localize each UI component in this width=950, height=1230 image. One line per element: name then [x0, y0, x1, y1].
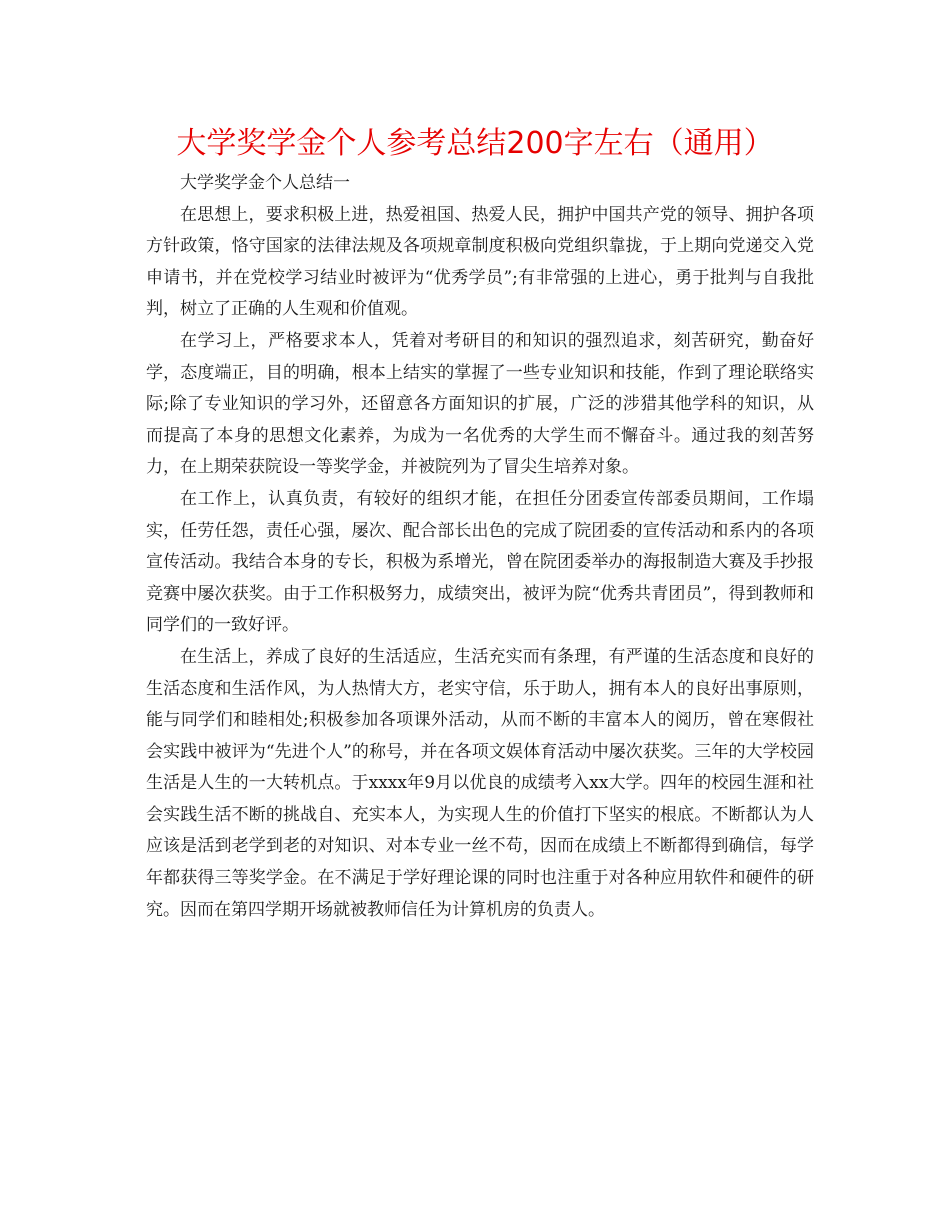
paragraph-ideology: 在思想上，要求积极上进，热爱祖国、热爱人民，拥护中国共产党的领导、拥护各项方针政策，恪守国家的法律法规及各项规章制度积极向党组织靠拢，于上期向党递交入党申请书，并在党校学习结业时被评为“优秀学员”;有非常强的上进心，勇于批判与自我批判，树立了正确的人生观和价值观。 — [146, 204, 814, 320]
section-subtitle: 大学奖学金个人总结一 — [180, 173, 350, 193]
document-body — [146, 168, 814, 926]
paragraph-work: 在工作上，认真负责，有较好的组织才能，在担任分团委宣传部委员期间，工作塌实，任劳任怨，责任心强，屡次、配合部长出色的完成了院团委的宣传活动和系内的各项宣传活动。我结合本身的专长，积极为系增光，曾在院团委举办的海报制造大赛及手抄报竞赛中屡次获奖。由于工作积极努力，成绩突出，被评为院“优秀共青团员”，得到教师和同学们的一致好评。 — [146, 488, 814, 636]
paragraph-study: 在学习上，严格要求本人，凭着对考研目的和知识的强烈追求，刻苦研究，勤奋好学，态度端正，目的明确，根本上结实的掌握了一些专业知识和技能，作到了理论联络实际;除了专业知识的学习外，还留意各方面知识的扩展，广泛的涉猎其他学科的知识，从而提高了本身的思想文化素养，为成为一名优秀的大学生而不懈奋斗。通过我的刻苦努力，在上期荣获院设一等奖学金，并被院列为了冒尖生培养对象。 — [146, 330, 814, 478]
document-title: 大学奖学金个人参考总结200字左右（通用） — [176, 126, 774, 161]
paragraph-life: 在生活上，养成了良好的生活适应，生活充实而有条理，有严谨的生活态度和良好的生活态度和生活作风，为人热情大方，老实守信，乐于助人，拥有本人的良好出事原则，能与同学们和睦相处;积极参加各项课外活动，从而不断的丰富本人的阅历，曾在寒假社会实践中被评为“先进个人”的称号，并在各项文娱体育活动中屡次获奖。三年的大学校园生活是人生的一大转机点。于xxxx年9月以优良的成绩考入xx大学。四年的校园生涯和社会实践生活不断的挑战自、充实本人，为实现人生的价值打下坚实的根底。不断都认为人应该是活到老学到老的对知识、对本专业一丝不苟，因而在成绩上不断都得到确信，每学年都获得三等奖学金。在不满足于学好理论课的同时也注重于对各种应用软件和硬件的研究。因而在第四学期开场就被教师信任为计算机房的负责人。 — [146, 646, 814, 920]
